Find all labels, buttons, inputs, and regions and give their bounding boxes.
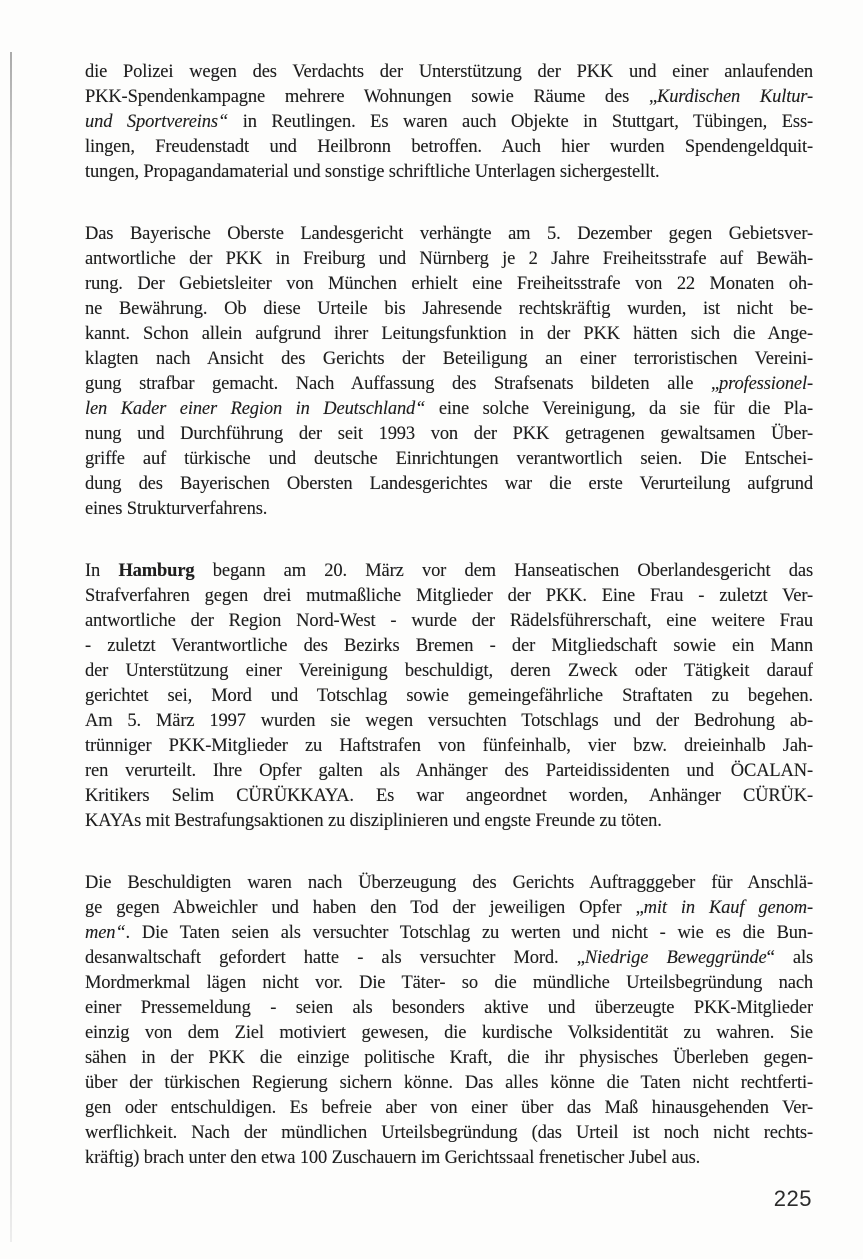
italic-text: Kurdischen Kultur- — [657, 87, 813, 107]
text-segment: “ als — [766, 948, 813, 968]
text-segment: KAYAs mit Bestrafungsaktionen zu disziplinieren und engste Freunde zu töten. — [85, 811, 662, 831]
text-segment: gung strafbar gemacht. Nach Auffassung des Strafsenats bildeten alle „ — [85, 374, 720, 394]
text-line — [85, 1071, 813, 1096]
text-line — [85, 347, 813, 372]
text-segment: rung. Der Gebietsleiter von München erhielt eine Freiheitsstrafe von 22 Monaten oh- — [85, 274, 813, 294]
text-segment: in Reutlingen. Es waren auch Objekte in Stuttgart, Tübingen, Ess- — [228, 112, 813, 132]
text-segment: gerichtet sei, Mord und Totschlag sowie gemeingefährliche Straftaten zu begehen. — [85, 686, 813, 706]
text-line — [85, 684, 813, 709]
text-line — [85, 609, 813, 634]
text-segment: einzig von dem Ziel motiviert gewesen, die kurdische Volksidentität zu wahren. Sie — [85, 1023, 813, 1043]
text-line — [85, 921, 813, 946]
text-segment: ge gegen Abweichler und haben den Tod der jeweiligen Opfer „ — [85, 898, 644, 918]
text-segment: Strafverfahren gegen drei mutmaßliche Mitglieder der PKK. Eine Frau - zuletzt Ver- — [85, 586, 813, 606]
text-line — [85, 1121, 813, 1146]
text-line — [85, 110, 813, 135]
text-segment: der Unterstützung einer Vereinigung beschuldigt, deren Zweck oder Tätigkeit darauf — [85, 661, 813, 681]
text-line — [85, 322, 813, 347]
text-line — [85, 734, 813, 759]
text-line — [85, 946, 813, 971]
text-line — [85, 372, 813, 397]
text-segment: Kritikers Selim CÜRÜKKAYA. Es war angeordnet worden, Anhänger CÜRÜK- — [85, 786, 813, 806]
text-segment: desanwaltschaft gefordert hatte - als versuchter Mord. „ — [85, 948, 585, 968]
scan-artifact-line — [10, 52, 12, 1242]
text-segment: über der türkischen Regierung sichern könne. Das alles könne die Taten nicht rechtferti- — [85, 1073, 813, 1093]
text-line — [85, 809, 813, 834]
italic-text: und Sportvereins“ — [85, 112, 229, 132]
text-line — [85, 447, 813, 472]
text-segment: PKK-Spendenkampagne mehrere Wohnungen sowie Räume des „ — [85, 87, 658, 107]
text-line — [85, 971, 813, 996]
text-segment: kräftig) brach unter den etwa 100 Zuschauern im Gerichtssaal frenetischer Jubel aus. — [85, 1148, 701, 1168]
text-line — [85, 160, 813, 185]
text-segment: eine solche Vereinigung, da sie für die Pla- — [425, 399, 813, 419]
text-segment: tungen, Propagandamaterial und sonstige schriftliche Unterlagen sichergestellt. — [85, 162, 660, 182]
text-segment: . Die Taten seien als versuchter Totschlag zu werten und nicht - wie es die Bun- — [125, 923, 813, 943]
text-segment: Das Bayerische Oberste Landesgericht verhängte am 5. Dezember gegen Gebietsver- — [85, 224, 813, 244]
text-segment: Mordmerkmal lägen nicht vor. Die Täter- so die mündliche Urteilsbegründung nach — [85, 973, 813, 993]
italic-text: professionel- — [719, 374, 813, 394]
text-segment: sähen in der PKK die einzige politische Kraft, die ihr physisches Überleben gegen- — [85, 1048, 813, 1068]
text-line — [85, 784, 813, 809]
text-line — [85, 996, 813, 1021]
text-line — [85, 85, 813, 110]
text-segment: antwortliche der Region Nord-West - wurde der Rädelsführerschaft, eine weitere Frau — [85, 611, 813, 631]
text-segment: Am 5. März 1997 wurden sie wegen versuchten Totschlags und der Bedrohung ab- — [85, 711, 813, 731]
italic-text: mit in Kauf genom- — [643, 898, 813, 918]
text-line — [85, 247, 813, 272]
text-line — [85, 1146, 813, 1171]
text-line — [85, 1021, 813, 1046]
text-segment: eines Strukturverfahrens. — [85, 499, 268, 519]
text-line — [85, 135, 813, 160]
text-segment: ren verurteilt. Ihre Opfer galten als Anhänger des Parteidissidenten und ÖCALAN- — [85, 761, 813, 781]
text-segment: einer Pressemeldung - seien als besonders aktive und überzeugte PKK-Mitglieder — [85, 998, 813, 1018]
text-line — [85, 559, 813, 584]
text-segment: nung und Durchführung der seit 1993 von der PKK getragenen gewaltsamen Über- — [85, 424, 813, 444]
paragraph — [85, 222, 813, 522]
text-line — [85, 397, 813, 422]
italic-text: Niedrige Beweggründe — [584, 948, 767, 968]
text-segment: griffe auf türkische und deutsche Einrichtungen verantwortlich seien. Die Entschei- — [85, 449, 813, 469]
text-line — [85, 659, 813, 684]
text-segment: antwortliche der PKK in Freiburg und Nürnberg je 2 Jahre Freiheitsstrafe auf Bewäh- — [85, 249, 813, 269]
text-segment: trünniger PKK-Mitglieder zu Haftstrafen von fünfeinhalb, vier bzw. dreieinhalb Jah- — [85, 736, 813, 756]
text-segment: gen oder entschuldigen. Es befreie aber von einer über das Maß hinausgehenden Ver- — [85, 1098, 813, 1118]
text-segment: ne Bewährung. Ob diese Urteile bis Jahresende rechtskräftig wurden, ist nicht be- — [85, 299, 813, 319]
text-line — [85, 896, 813, 921]
text-block — [85, 60, 813, 1208]
text-line — [85, 272, 813, 297]
text-line — [85, 497, 813, 522]
text-line — [85, 222, 813, 247]
page-number: 225 — [773, 1186, 812, 1211]
text-line — [85, 709, 813, 734]
text-line — [85, 472, 813, 497]
paragraph — [85, 871, 813, 1171]
text-segment: kannt. Schon allein aufgrund ihrer Leitungsfunktion in der PKK hätten sich die Ange- — [85, 324, 813, 344]
text-segment: Die Beschuldigten waren nach Überzeugung des Gerichts Auftragggeber für Anschlä- — [85, 873, 813, 893]
text-line — [85, 422, 813, 447]
text-line — [85, 60, 813, 85]
text-line — [85, 584, 813, 609]
paragraph — [85, 60, 813, 185]
text-segment: klagten nach Ansicht des Gerichts der Beteiligung an einer terroristischen Vereini- — [85, 349, 813, 369]
paragraph — [85, 559, 813, 834]
text-line — [85, 1096, 813, 1121]
text-line — [85, 1046, 813, 1071]
text-segment: - zuletzt Verantwortliche des Bezirks Bremen - der Mitgliedschaft sowie ein Mann — [85, 636, 813, 656]
text-segment: In — [85, 561, 119, 581]
text-segment: werflichkeit. Nach der mündlichen Urteilsbegründung (das Urteil ist noch nicht rechts- — [85, 1123, 813, 1143]
text-line — [85, 871, 813, 896]
text-line — [85, 297, 813, 322]
text-line — [85, 759, 813, 784]
italic-text: men“ — [85, 923, 126, 943]
text-segment: begann am 20. März vor dem Hanseatischen Oberlandesgericht das — [194, 561, 813, 581]
text-segment: die Polizei wegen des Verdachts der Unterstützung der PKK und einer anlaufenden — [85, 62, 813, 82]
text-line — [85, 634, 813, 659]
bold-text: Hamburg — [118, 561, 195, 581]
text-segment: dung des Bayerischen Obersten Landesgerichtes war die erste Verurteilung aufgrund — [85, 474, 813, 494]
italic-text: len Kader einer Region in Deutschland“ — [85, 399, 426, 419]
text-segment: lingen, Freudenstadt und Heilbronn betroffen. Auch hier wurden Spendengeldquit- — [85, 137, 813, 157]
